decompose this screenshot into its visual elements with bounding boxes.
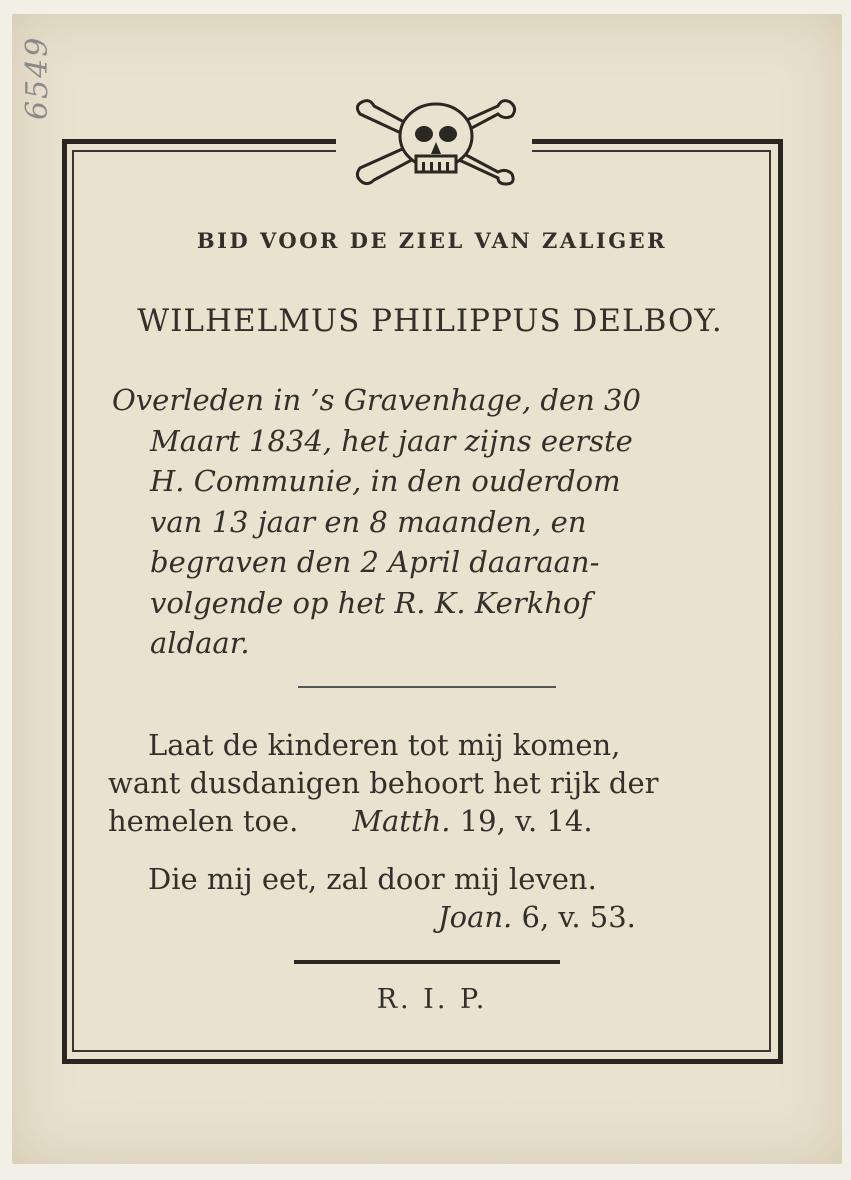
verse-line: Laat de kinderen tot mij komen, xyxy=(148,728,621,762)
scripture-reference: 6, v. 53. xyxy=(521,900,636,934)
scripture-reference: 19, v. 14. xyxy=(459,804,593,838)
closing-rip: R. I. P. xyxy=(376,984,488,1015)
notice-line: Maart 1834, het jaar zijns eerste xyxy=(150,423,633,458)
verse-reference-line xyxy=(108,898,758,936)
verse-line: Die mij eet, zal door mij leven. xyxy=(148,862,597,896)
notice-line: volgende op het R. K. Kerkhof xyxy=(150,585,592,620)
notice-line: aldaar. xyxy=(150,626,250,660)
scripture-verse-matthew xyxy=(108,726,758,840)
verse-text: hemelen toe. xyxy=(108,804,299,838)
divider xyxy=(298,686,556,688)
notice-line: Overleden in ’s Gravenhage, den 30 xyxy=(112,383,641,417)
divider xyxy=(294,960,560,964)
scripture-reference-book: Matth. xyxy=(352,804,451,838)
archive-number: 6549 xyxy=(20,35,55,120)
prayer-heading: BID VOOR DE ZIEL VAN ZALIGER xyxy=(196,228,668,253)
death-notice xyxy=(112,380,752,664)
notice-line: H. Communie, in den ouderdom xyxy=(150,464,621,498)
scripture-reference-book: Joan. xyxy=(438,900,513,934)
skull-and-crossbones-icon xyxy=(352,96,520,188)
deceased-name: WILHELMUS PHILIPPUS DELBOY. xyxy=(137,303,723,339)
verse-line-with-reference xyxy=(108,802,758,840)
notice-line: van 13 jaar en 8 maanden, en xyxy=(150,504,587,539)
notice-line: begraven den 2 April daaraan- xyxy=(150,545,600,579)
verse-line: want dusdanigen behoort het rijk der xyxy=(108,766,659,800)
scripture-verse-john xyxy=(108,860,758,936)
